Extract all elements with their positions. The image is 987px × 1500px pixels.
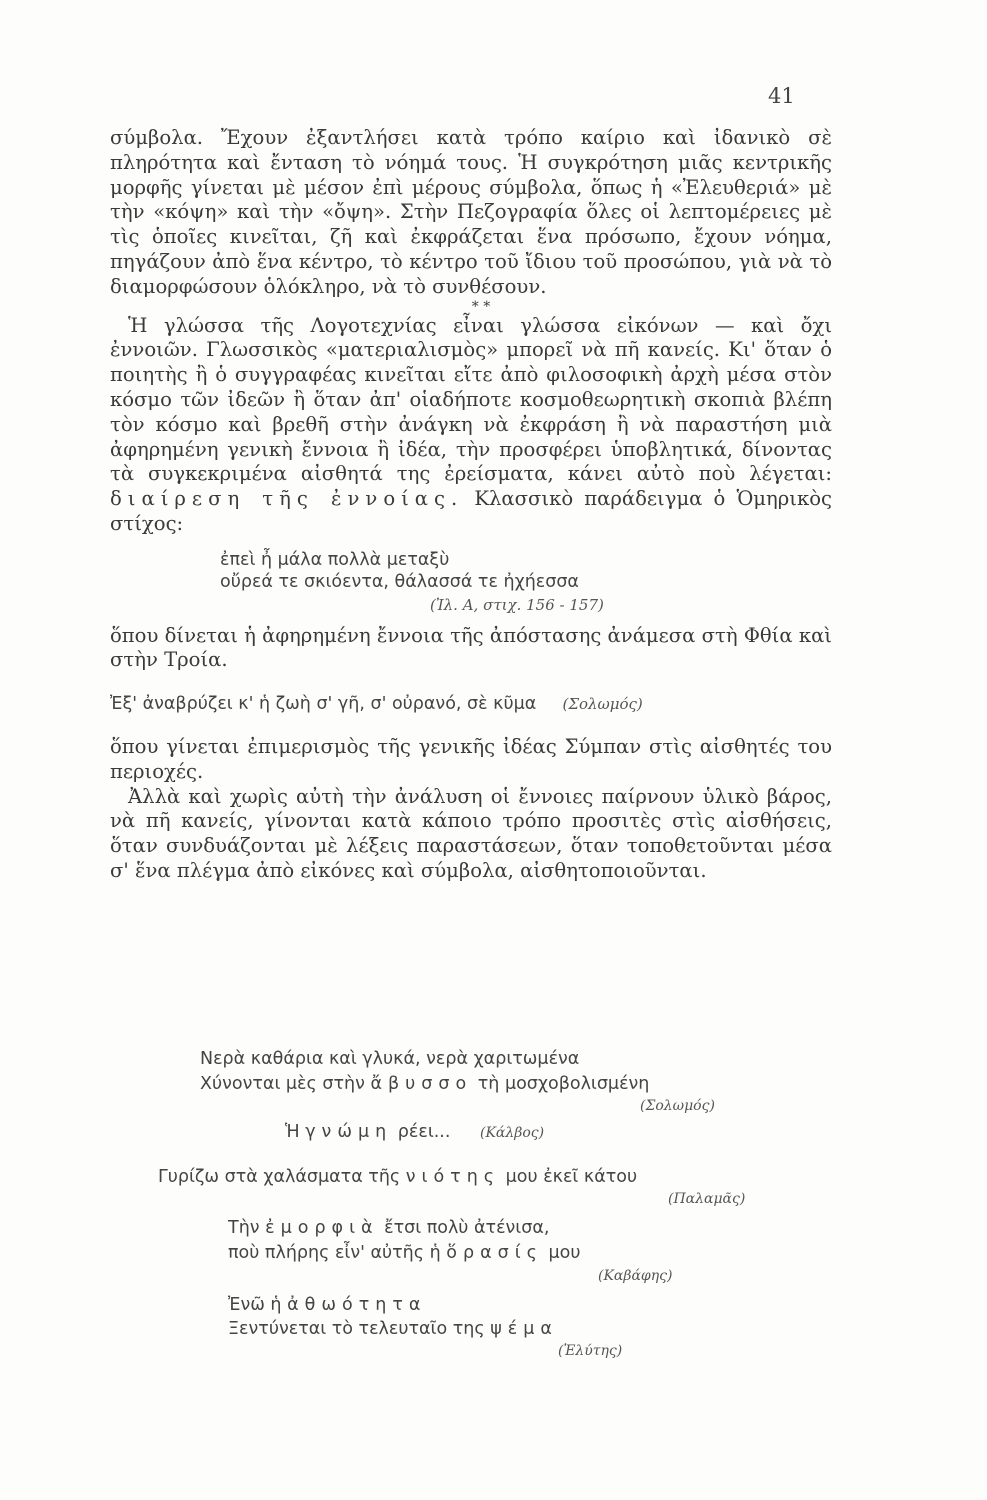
verse-solomos-citation: (Σολωμός) [640,1098,715,1114]
verse-kavafis-2-pre: ποὺ πλήρης εἶν' αὐτῆς ἡ [228,1243,441,1263]
verse-elytis-1-spaced: ἀθωότητα [287,1295,427,1315]
verse-palamas-spaced: νιότης [405,1167,501,1187]
verse-palamas-citation: (Παλαμᾶς) [668,1191,746,1207]
verse-solomos-2-pre: Χύνονται μὲς στὴν [200,1074,365,1094]
verse-elytis-1 [228,1294,426,1316]
verse-elytis-citation: (Ἐλύτης) [558,1343,623,1359]
verse-kavafis-1-post: ἔτσι πολὺ ἀτένισα, [384,1218,550,1238]
solomos-quote-line: Ἐξ' ἀναβρύζει κ' ἡ ζωὴ σ' γῆ, σ' οὐρανό, σὲ κῦμα [110,694,537,715]
verse-kavafis-1-spaced: ἐμορφιὰ [265,1218,379,1238]
verse-solomos-2-spaced: ἄβυσσο [370,1074,473,1094]
verse-palamas [158,1166,637,1188]
verse-solomos-2 [200,1073,649,1095]
solomos-quote [110,691,832,717]
solomos-quote-citation: (Σολωμός) [562,695,643,714]
paragraph-concepts: Ἀλλὰ καὶ χωρὶς αὐτὴ τὴν ἀνάλυση οἱ ἔννοιες παίρνουν ὑλικὸ βάρος, νὰ πῆ κανείς, γίνονται κατὰ κάποιο τρόπο προσιτὲς στὶς αἰσθήσεις, ὅταν συνδυάζονται μὲ λέξεις παραστάσεων, ὅταν τοποθετοῦνται μέσα σ' ἕνα πλέγμα ἀπὸ εἰκόνες καὶ σύμβολα, αἰσθητοποιοῦνται. [110,784,832,882]
body-text [110,126,832,884]
verse-elytis-2 [228,1318,558,1340]
verse-kavafis-2-post: μου [548,1243,581,1263]
verse-kalvos-citation: (Κάλβος) [480,1125,545,1141]
section-separator: * * [471,298,491,315]
verse-solomos-2-post: τὴ μοσχοβολισμένη [477,1074,650,1094]
page-number: 41 [768,84,795,108]
paragraph-language-part2: Κλασσικὸ παράδειγμα ὁ Ὁμηρικὸς στίχος: [110,487,832,535]
verse-solomos-1: Νερὰ καθάρια καὶ γλυκά, νερὰ χαριτωμένα [200,1049,580,1069]
paragraph-distance: ὅπου δίνεται ἡ ἀφηρημένη ἔννοια τῆς ἀπόστασης ἀνάμεσα στὴ Φθία καὶ στὴν Τροία. [110,623,832,672]
homer-line-1: ἐπεὶ ἦ μάλα πολλὰ μεταξὺ [220,549,450,570]
verse-palamas-post: μου ἐκεῖ κάτου [505,1167,638,1187]
homer-line-2: οὔρεά τε σκιόεντα, θάλασσά τε ἠχήεσσα [220,571,579,592]
paragraph-language [110,314,832,537]
verse-kavafis-citation: (Καβάφης) [598,1268,673,1284]
paragraph-language-part1: Ἡ γλώσσα τῆς Λογοτεχνίας εἶναι γλώσσα εἰκόνων — καὶ ὄχι ἐννοιῶν. Γλωσσικὸς «ματεριαλισμὸς» μπορεῖ νὰ πῆ κανείς. Κι' ὅταν ὁ ποιητὴς ἢ ὁ συγγραφέας κινεῖται εἴτε ἀπὸ φιλοσοφικὴ ἀρχὴ μέσα στὸν κόσμο τῶν ἰδεῶν ἢ ὅταν ἀπ' οἱαδήποτε κοσμοθεωρητικὴ σκοπιὰ βλέπη τὸν κόσμο καὶ βρεθῆ στὴν ἀνάγκη νὰ ἐκφράση ἢ νὰ παραστήση μιὰ ἀφηρημένη γενικὴ ἔννοια ἢ ἰδέα, τὴν προσφέρει ὑποβλητικά, δίνοντας τὰ συγκεκριμένα αἰσθητά της ἐρείσματα, κάνει αὐτὸ ποὺ λέγεται: [110,313,832,486]
verse-kalvos-spaced: γνώμη [305,1122,393,1142]
verse-palamas-pre: Γυρίζω στὰ χαλάσματα τῆς [158,1167,401,1187]
verse-kavafis-2-spaced: ὅρασίς [446,1243,543,1263]
paragraph-universe: ὅπου γίνεται ἐπιμερισμὸς τῆς γενικῆς ἰδέας Σύμπαν στὶς αἰσθητές του περιοχές. [110,734,832,783]
verse-kavafis-1 [228,1217,549,1239]
homer-citation: (Ἰλ. Α, στιχ. 156 - 157) [430,595,604,614]
emphasized-phrase: διαίρεση τῆς ἐννοίας. [110,487,464,511]
homer-quote [220,549,832,618]
verse-kalvos-post: ρέει... [397,1122,451,1142]
verse-elytis-2-pre: Ξεντύνεται τὸ τελευταῖο της [228,1319,485,1339]
verse-kavafis-1-pre: Τὴν [228,1218,260,1238]
verse-kalvos [285,1121,544,1144]
verse-elytis-2-spaced: ψέμα [490,1319,558,1339]
verse-kalvos-pre: Ἡ [285,1122,300,1142]
verse-elytis-1-pre: Ἐνῶ ἡ [228,1295,282,1315]
paragraph-symbols: σύμβολα. Ἔχουν ἐξαντλήσει κατὰ τρόπο καίριο καὶ ἰδανικὸ σὲ πληρότητα καὶ ἔνταση τὸ νόημά τους. Ἡ συγκρότηση μιᾶς κεντρικῆς μορφῆς γίνεται μὲ μέσον ἐπὶ μέρους σύμβολα, ὅπως ἡ «Ἐλευθεριά» μὲ τὴν «κόψη» καὶ τὴν «ὄψη». Στὴν Πεζογραφία ὅλες οἱ λεπτομέρειες μὲ τὶς ὁποῖες κινεῖται, ζῆ καὶ ἐκφράζεται ἕνα πρόσωπο, ἔχουν νόημα, πηγάζουν ἀπὸ ἕνα κέντρο, τὸ κέντρο τοῦ ἴδιου τοῦ προσώπου, γιὰ νὰ τὸ διαμορφώσουν ὁλόκληρο, νὰ τὸ συνθέσουν. [110,126,832,298]
verse-kavafis-2 [228,1242,580,1264]
